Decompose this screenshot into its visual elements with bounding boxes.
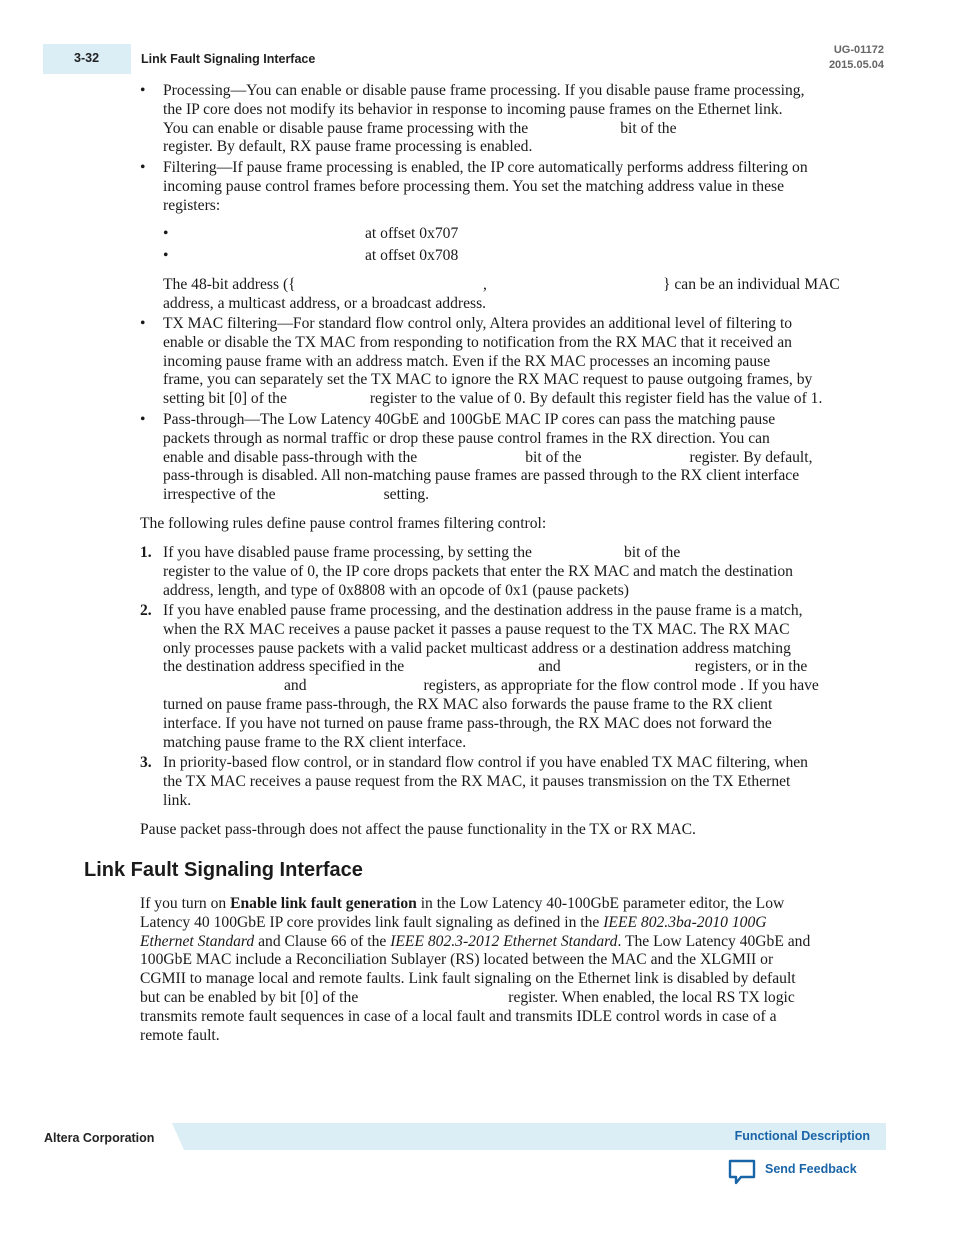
bullet-pass-through: Pass-through—The Low Latency 40GbE and 100GbE MAC IP cores can pass the matching pause packets through as normal traffic or drop these pause control frames in the RX direction. You can enable and disable pass-through with the bit of the register. By default, pass-through is disabled. All non-matching pause frames are passed through to the RX client interface irrespective of the setting.: [163, 411, 813, 504]
rule-2: If you have enabled pause frame processing, and the destination address in the pause frame is a match, when the RX MAC receives a pause packet it passes a pause request to the TX MAC. The RX MAC only processes pause packets with a valid packet multicast address or a destination address matching the destination address specified in the and registers, or in the and registers, as appropriate for the flow control mode . If you have turned on pause frame pass-through, the RX MAC also forwards the pause frame to the RX client interface. If you have not turned on pause frame pass-through, the RX MAC does not forward the matching pause frame to the RX client interface.: [163, 602, 819, 751]
sub-bullet-marker: •: [163, 247, 169, 264]
address-text-line2: address, a multicast address, or a broadcast address.: [163, 295, 487, 312]
rule-number: 1.: [140, 544, 152, 561]
bullet-marker: •: [140, 411, 146, 428]
speech-bubble-icon[interactable]: [727, 1158, 757, 1186]
rule-number: 3.: [140, 754, 152, 771]
bullet-marker: •: [140, 315, 146, 332]
rule-3: In priority-based flow control, or in standard flow control if you have enabled TX MAC filtering, when the TX MAC receives a pause request from the RX MAC, it pauses transmission on the TX Ethernet link.: [163, 754, 808, 809]
bullet-marker: •: [140, 159, 146, 176]
sub-bullet-offset-0x707: at offset 0x707: [365, 225, 459, 242]
address-text-end: } can be an individual MAC: [663, 276, 840, 293]
footer-chapter-link[interactable]: Functional Description: [734, 1129, 870, 1143]
rules-intro: The following rules define pause control frames filtering control:: [140, 515, 547, 532]
address-text-start: The 48-bit address ({: [163, 276, 296, 293]
header-tab-fold: [119, 44, 131, 74]
send-feedback-link[interactable]: Send Feedback: [765, 1162, 857, 1176]
link-fault-paragraph: If you turn on Enable link fault generation in the Low Latency 40-100GbE parameter editor, the Low Latency 40 100GbE IP core provides link fault signaling as defined in the IEEE 802.3ba-2010 100G Ethernet Standard and Clause 66 of the IEEE 802.3-2012 Ethernet Standard. The Low Latency 40GbE and 100GbE MAC include a Reconciliation Sublayer (RS) located between the MAC and the XLGMII or CGMII to manage local and remote faults. Link fault signaling on the Ethernet link is disabled by default but can be enabled by bit [0] of the register. When enabled, the local RS TX logic transmits remote fault sequences in case of a local fault and transmits IDLE control words in case of a remote fault.: [140, 895, 811, 1044]
bullet-marker: •: [140, 82, 146, 99]
rule-number: 2.: [140, 602, 152, 619]
address-text-comma: ,: [483, 276, 487, 293]
doc-id: UG-01172: [833, 44, 884, 56]
footer-band-fold: [172, 1123, 184, 1150]
sub-bullet-marker: •: [163, 225, 169, 242]
footer-company: Altera Corporation: [44, 1131, 155, 1145]
rule-1: If you have disabled pause frame processing, by setting the bit of the register to the value of 0, the IP core drops packets that enter the RX MAC and match the destination address, length, and type of 0x8808 with an opcode of 0x1 (pause packets): [163, 544, 793, 599]
sub-bullet-offset-0x708: at offset 0x708: [365, 247, 459, 264]
doc-info: [829, 43, 884, 73]
running-section-title: Link Fault Signaling Interface: [141, 52, 316, 66]
bullet-processing: Processing—You can enable or disable pause frame processing. If you disable pause frame processing, the IP core does not modify its behavior in response to incoming pause frames on the Ethernet link. You can enable or disable pause frame processing with the bit of the register. By default, RX pause frame processing is enabled.: [163, 82, 805, 156]
page-number: 3-32: [74, 51, 100, 65]
bullet-tx-mac-filtering: TX MAC filtering—For standard flow control only, Altera provides an additional level of filtering to enable or disable the TX MAC from responding to notification from the RX MAC that it received an incoming pause frame with an address match. Even if the RX MAC processes an incoming pause frame, you can separately set the TX MAC to ignore the RX MAC request to pause outgoing frames, by setting bit [0] of the register to the value of 0. By default this register field has the value of 1.: [163, 315, 823, 408]
bullet-filtering: Filtering—If pause frame processing is enabled, the IP core automatically performs address filtering on incoming pause control frames before processing them. You set the matching address value in these registers:: [163, 159, 808, 214]
doc-date: 2015.05.04: [828, 59, 884, 71]
closing-paragraph: Pause packet pass-through does not affect the pause functionality in the TX or RX MAC.: [140, 821, 696, 838]
section-heading: Link Fault Signaling Interface: [84, 859, 363, 881]
